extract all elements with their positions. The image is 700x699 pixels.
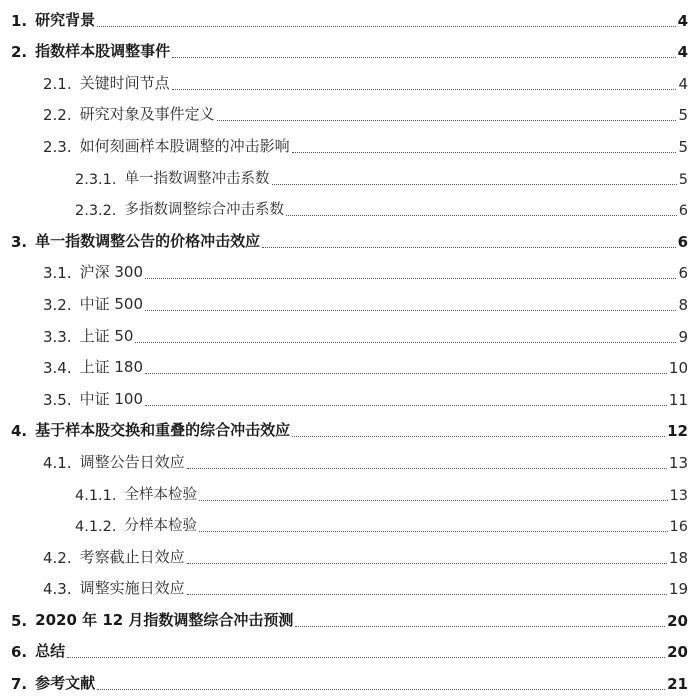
toc-dot-leader [172, 89, 677, 90]
toc-entry-page-number: 8 [678, 295, 688, 314]
toc-entry-title: 如何刻画样本股调整的冲击影响 [79, 136, 290, 155]
toc-entry-number: 4.1. [43, 453, 72, 472]
toc-entry-title: 指数样本股调整事件 [35, 42, 171, 61]
toc-dot-leader [292, 436, 665, 437]
toc-entry-page-number: 13 [669, 487, 688, 504]
toc-entry-number: 3.5. [43, 390, 72, 409]
toc-entry-title: 全样本检验 [124, 486, 198, 503]
toc-entry-number: 2.3.1. [75, 171, 117, 188]
toc-entry-number: 1. [11, 11, 28, 30]
toc-entry-title: 上证 180 [79, 358, 144, 377]
toc-entry-page-number: 4 [677, 11, 688, 30]
toc-entry-number: 2. [11, 43, 28, 62]
toc-dot-leader [292, 152, 677, 153]
toc-entry-title: 中证 100 [79, 389, 144, 408]
toc-entry[interactable] [0, 636, 700, 668]
toc-entry-title: 考察截止日效应 [79, 547, 185, 566]
toc-entry-page-number: 4 [677, 43, 688, 62]
toc-entry-number: 6. [11, 643, 28, 662]
toc-entry-page-number: 18 [668, 548, 688, 567]
toc-entry[interactable] [0, 99, 700, 131]
toc-dot-leader [67, 657, 665, 658]
toc-entry-number: 2.3.2. [75, 203, 117, 220]
toc-dot-leader [272, 184, 677, 185]
toc-entry-page-number: 6 [677, 232, 688, 251]
toc-entry-page-number: 13 [668, 453, 688, 472]
toc-entry-number: 3.2. [43, 295, 72, 314]
toc-entry-title: 沪深 300 [79, 263, 144, 282]
toc-dot-leader [187, 468, 667, 469]
toc-entry-number: 2.2. [43, 106, 72, 125]
toc-entry-number: 4. [11, 422, 28, 441]
toc-dot-leader [145, 310, 676, 311]
toc-entry[interactable] [0, 604, 700, 636]
toc-entry-number: 2.3. [43, 137, 72, 156]
toc-entry[interactable] [0, 320, 700, 352]
toc-entry[interactable] [0, 415, 700, 447]
toc-dot-leader [145, 405, 667, 406]
toc-entry-title: 研究对象及事件定义 [79, 105, 215, 124]
toc-dot-leader [172, 57, 675, 58]
toc-entry-number: 3.4. [43, 359, 72, 378]
toc-entry-page-number: 20 [667, 643, 688, 662]
toc-entry[interactable] [0, 67, 700, 99]
toc-dot-leader [145, 373, 667, 374]
toc-entry[interactable] [0, 36, 700, 68]
toc-dot-leader [286, 215, 677, 216]
toc-entry-number: 3.1. [43, 264, 72, 283]
toc-entry-number: 3.3. [43, 327, 72, 346]
toc-entry-page-number: 20 [667, 611, 688, 630]
toc-dot-leader [97, 26, 675, 27]
toc-entry[interactable] [0, 510, 700, 542]
toc-dot-leader [295, 626, 665, 627]
toc-entry[interactable] [0, 4, 700, 36]
toc-entry-title: 调整公告日效应 [79, 452, 185, 471]
toc-entry-page-number: 5 [678, 171, 688, 188]
toc-entry-page-number: 16 [669, 519, 688, 536]
toc-entry-page-number: 4 [678, 74, 688, 93]
toc-dot-leader [145, 278, 676, 279]
toc-dot-leader [262, 247, 675, 248]
toc-entry-number: 2.1. [43, 74, 72, 93]
toc-entry[interactable] [0, 130, 700, 162]
toc-entry[interactable] [0, 194, 700, 226]
toc-entry-page-number: 11 [668, 390, 688, 409]
toc-entry[interactable] [0, 541, 700, 573]
toc-entry[interactable] [0, 446, 700, 478]
toc-entry-page-number: 21 [667, 675, 688, 694]
toc-entry[interactable] [0, 225, 700, 257]
toc-entry-number: 7. [11, 675, 28, 694]
toc-dot-leader [187, 594, 667, 595]
toc-dot-leader [97, 689, 665, 690]
toc-entry[interactable] [0, 383, 700, 415]
toc-entry-title: 关键时间节点 [79, 73, 170, 92]
toc-entry-title: 调整实施日效应 [79, 579, 185, 598]
toc-dot-leader [187, 563, 667, 564]
toc-entry-page-number: 10 [668, 359, 688, 378]
toc-entry-page-number: 5 [678, 137, 688, 156]
toc-entry-number: 4.1.2. [75, 519, 117, 536]
toc-entry-page-number: 12 [667, 422, 688, 441]
toc-entry[interactable] [0, 667, 700, 699]
toc-entry-number: 4.1.1. [75, 487, 117, 504]
toc-entry[interactable] [0, 257, 700, 289]
toc-entry-title: 分样本检验 [124, 518, 198, 535]
toc-entry[interactable] [0, 288, 700, 320]
toc-entry-number: 5. [11, 611, 28, 630]
toc-dot-leader [217, 120, 677, 121]
toc-entry-title: 上证 50 [79, 326, 134, 345]
toc-entry-title: 单一指数调整公告的价格冲击效应 [35, 231, 261, 250]
toc-entry-title: 研究背景 [35, 10, 96, 29]
toc-entry-page-number: 6 [678, 203, 688, 220]
toc-entry-number: 4.3. [43, 580, 72, 599]
toc-dot-leader [199, 531, 668, 532]
toc-entry[interactable] [0, 478, 700, 510]
toc-entry-title: 基于样本股交换和重叠的综合冲击效应 [35, 421, 291, 440]
toc-entry-title: 2020 年 12 月指数调整综合冲击预测 [35, 610, 294, 629]
toc-entry-page-number: 5 [678, 106, 688, 125]
toc-entry-page-number: 19 [668, 580, 688, 599]
toc-entry-number: 3. [11, 232, 28, 251]
toc-entry-title: 多指数调整综合冲击系数 [124, 202, 285, 219]
toc-entry[interactable] [0, 162, 700, 194]
toc-entry-title: 参考文献 [35, 674, 96, 693]
toc-entry-title: 中证 500 [79, 294, 144, 313]
toc-entry-title: 总结 [35, 642, 66, 661]
toc-entry-page-number: 9 [678, 327, 688, 346]
toc-entry-title: 单一指数调整冲击系数 [124, 170, 270, 187]
toc-entry[interactable] [0, 352, 700, 384]
toc-entry[interactable] [0, 573, 700, 605]
toc-dot-leader [135, 342, 676, 343]
toc-entry-number: 4.2. [43, 548, 72, 567]
toc-entry-page-number: 6 [678, 264, 688, 283]
toc-dot-leader [199, 500, 668, 501]
